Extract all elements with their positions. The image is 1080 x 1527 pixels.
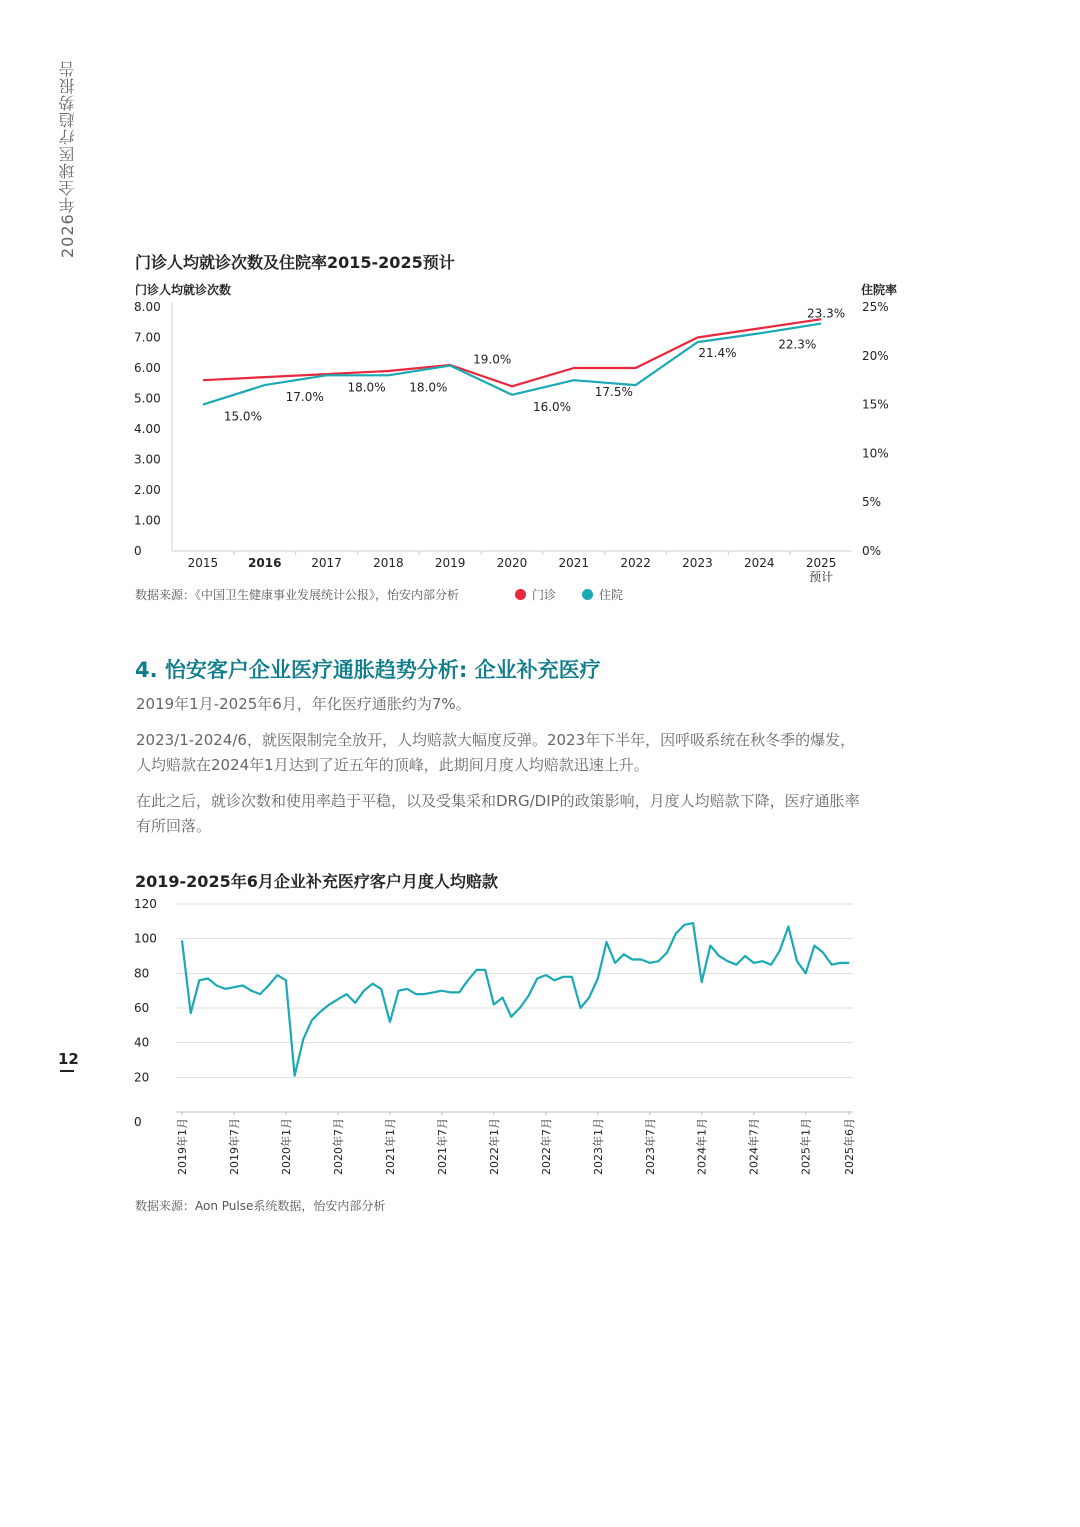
page-number-rule [60,1070,74,1072]
inpatient-data-label: 17.0% [285,390,324,405]
chart1-x-tick-label: 2020 [496,556,528,570]
inpatient-data-label: 16.0% [532,399,572,414]
chart1-x-tick-label: 2019 [434,556,466,570]
legend-outpatient-dot [515,589,526,600]
claims-line [182,923,849,1076]
inpatient-data-label: 17.5% [594,385,633,400]
inpatient-data-label: 21.4% [698,346,737,361]
chart2-x-tick-label: 2022年7月 [539,1118,553,1175]
chart1-x-tick-label: 2021 [558,556,590,570]
chart2-x-tick-label: 2022年1月 [487,1118,501,1175]
chart1-x-tick-label: 预计 [809,570,834,584]
chart2-y-tick-label: 40 [134,1035,150,1050]
chart1-left-axis-title: 门诊人均就诊次数 [135,283,232,297]
inpatient-data-label: 18.0% [409,380,448,395]
chart1-x-tick-label: 2025 [805,556,837,570]
chart1-x-tick-label: 2018 [373,556,404,570]
chart1-right-tick-label: 15% [862,397,889,412]
chart1-left-tick-label: 4.00 [134,422,161,436]
chart1-x-tick-label: 2016 [248,556,282,570]
chart1-left-tick-label: 8.00 [134,300,161,314]
paragraph-3: 在此之后，就诊次数和使用率趋于平稳，以及受集采和DRG/DIP的政策影响，月度人均赔款下降，医疗通胀率有所回落。 [136,792,860,835]
report-side-title: 2026年全球医疗趋势报告 [58,60,77,258]
chart2-x-tick-label: 2023年7月 [643,1118,657,1175]
chart2-title: 2019-2025年6月企业补充医疗客户月度人均赔款 [135,872,498,891]
chart1-source: 数据来源：《中国卫生健康事业发展统计公报》，怡安内部分析 [135,588,460,602]
chart1-title: 门诊人均就诊次数及住院率2015-2025预计 [135,253,455,272]
chart1-left-tick-label: 6.00 [134,361,161,375]
chart1-x-tick-label: 2022 [620,556,651,570]
chart2-x-tick-label: 2020年7月 [331,1118,345,1175]
inpatient-data-label: 22.3% [778,337,817,352]
legend-outpatient-label: 门诊 [532,588,557,602]
chart1-x-tick-label: 2017 [311,556,342,570]
chart2-x-tick-label: 2019年1月 [176,1118,189,1175]
chart2-x-tick-label: 2025年6月 [843,1118,856,1175]
outpatient-line [203,319,821,386]
chart1-right-tick-label: 5% [862,495,882,510]
chart1-right-tick-label: 10% [862,446,889,461]
chart2-x-tick-label: 2021年7月 [435,1118,449,1175]
chart2-y-tick-label: 80 [134,966,150,981]
chart1-left-tick-label: 5.00 [134,391,161,406]
chart2-x-tick-label: 2023年1月 [591,1118,605,1175]
page-number: 12 [58,1050,79,1068]
chart1-left-tick-label: 7.00 [134,330,161,345]
chart1-left-tick-label: 3.00 [134,452,161,467]
chart2-y-tick-label: 0 [134,1115,142,1129]
chart2-x-tick-label: 2020年1月 [279,1118,293,1175]
chart1-x-tick-label: 2023 [682,556,713,570]
chart1-right-tick-label: 0% [862,544,882,558]
chart2-y-tick-label: 20 [134,1070,150,1085]
inpatient-data-label: 15.0% [223,409,262,424]
chart1-left-tick-label: 1.00 [134,513,161,528]
chart1-right-tick-label: 25% [862,300,889,314]
chart2-x-tick-label: 2024年1月 [695,1118,709,1175]
chart2-x-tick-label: 2019年7月 [227,1118,241,1175]
chart2-source: 数据来源：Aon Pulse系统数据，怡安内部分析 [135,1199,386,1213]
chart1-left-tick-label: 0 [134,544,142,558]
inpatient-line [203,324,821,405]
inpatient-data-label: 18.0% [347,380,386,395]
chart1-right-tick-label: 20% [862,348,889,363]
chart2-y-tick-label: 100 [134,931,157,946]
chart1-x-tick-label: 2015 [187,556,219,570]
inpatient-data-label: 19.0% [473,352,512,367]
chart2-y-tick-label: 120 [134,897,157,911]
chart1-left-tick-label: 2.00 [134,483,161,497]
legend-inpatient-label: 住院 [599,588,624,602]
chart1-legend [515,586,623,603]
paragraph-2: 2023/1-2024/6，就医限制完全放开，人均赔款大幅度反弹。2023年下半年，因呼吸系统在秋冬季的爆发，人均赔款在2024年1月达到了近五年的顶峰，此期间月度人均赔款迅速上升。 [136,731,856,774]
chart2-x-tick-label: 2024年7月 [747,1118,761,1175]
legend-inpatient-dot [582,589,593,600]
chart1-right-axis-title: 住院率 [861,283,898,297]
paragraph-1: 2019年1月-2025年6月，年化医疗通胀约为7%。 [136,695,471,713]
chart2-y-tick-label: 60 [134,1001,150,1015]
chart2-x-tick-label: 2021年1月 [383,1118,397,1175]
chart1-x-tick-label: 2024 [743,556,775,570]
inpatient-data-label: 23.3% [807,306,846,321]
chart2-x-tick-label: 2025年1月 [799,1118,813,1175]
section-heading: 4. 怡安客户企业医疗通胀趋势分析: 企业补充医疗 [135,658,601,682]
